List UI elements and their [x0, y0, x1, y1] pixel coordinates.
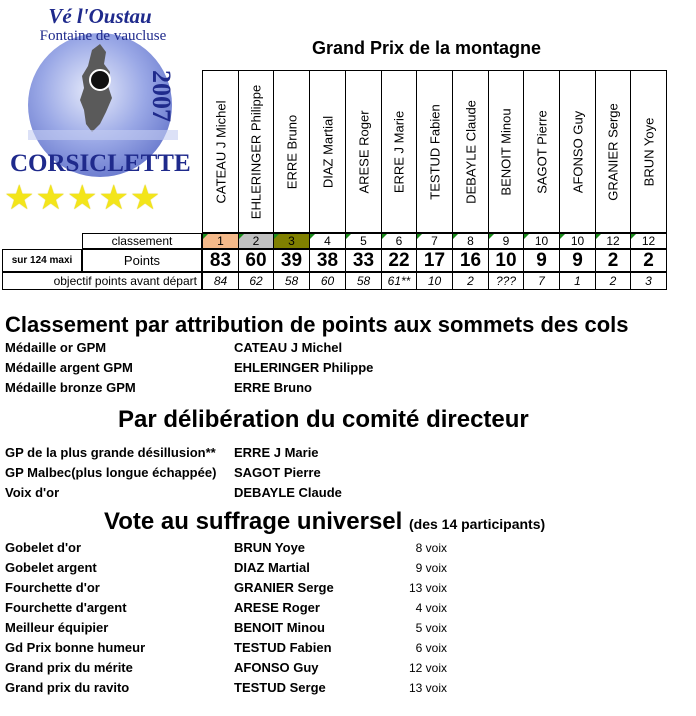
rider-points: 2	[595, 249, 631, 272]
rider-points: 39	[273, 249, 310, 272]
section-heading-vote	[104, 508, 545, 536]
rider-header-cell	[523, 70, 560, 233]
rider-header-cell	[273, 70, 310, 233]
rider-rank: 12	[630, 233, 667, 249]
award-label: GP Malbec(plus longue échappée)	[5, 465, 217, 480]
rider-objectif: 1	[559, 272, 596, 290]
page-title: Grand Prix de la montagne	[312, 38, 542, 58]
event-year: 2007	[147, 70, 176, 122]
award-label: Fourchette d'argent	[5, 600, 127, 615]
award-label: Gobelet argent	[5, 560, 97, 575]
rider-points: 2	[630, 249, 667, 272]
award-label: Médaille or GPM	[5, 340, 107, 355]
rider-objectif: 2	[452, 272, 489, 290]
rider-objectif: 58	[345, 272, 382, 290]
award-label: Grand prix du ravito	[5, 680, 130, 695]
rider-header-cell	[345, 70, 382, 233]
rider-objectif: 62	[238, 272, 274, 290]
rider-name: DIAZ Martial	[320, 115, 335, 188]
award-label: Meilleur équipier	[5, 620, 109, 635]
rider-points: 16	[452, 249, 489, 272]
award-winner: BRUN Yoye	[234, 540, 306, 555]
objectif-label: objectif points avant départ	[2, 272, 202, 290]
rider-objectif: 7	[523, 272, 560, 290]
award-votes: 9 voix	[415, 561, 447, 575]
rider-name: AFONSO Guy	[570, 110, 585, 193]
rider-name: ERRE Bruno	[284, 114, 299, 189]
award-winner: EHLERINGER Philippe	[234, 360, 374, 375]
max-points-label: sur 124 maxi	[2, 249, 82, 272]
rider-objectif: 3	[630, 272, 667, 290]
award-label: Médaille bronze GPM	[5, 380, 136, 395]
event-name: CORSICLETTE	[10, 150, 191, 177]
award-label: Fourchette d'or	[5, 580, 100, 595]
rider-objectif: 2	[595, 272, 631, 290]
rider-rank: 10	[523, 233, 560, 249]
rider-points: 17	[416, 249, 453, 272]
award-votes: 12 voix	[408, 661, 447, 675]
award-label: GP de la plus grande désillusion**	[5, 445, 216, 460]
award-winner: SAGOT Pierre	[234, 465, 321, 480]
rider-points: 9	[523, 249, 560, 272]
award-label: Médaille argent GPM	[5, 360, 133, 375]
rider-points: 83	[202, 249, 239, 272]
award-votes: 6 voix	[415, 641, 447, 655]
rider-points: 33	[345, 249, 382, 272]
rider-name: GRANIER Serge	[605, 102, 621, 201]
rider-header-cell	[309, 70, 346, 233]
award-label: Gd Prix bonne humeur	[5, 640, 146, 655]
award-label: Grand prix du mérite	[5, 660, 133, 675]
rider-objectif: ???	[488, 272, 524, 290]
rider-rank: 9	[488, 233, 524, 249]
classement-label: classement	[82, 233, 202, 249]
award-votes: 13 voix	[408, 581, 447, 595]
award-votes: 8 voix	[415, 541, 447, 555]
rider-header-cell	[488, 70, 524, 233]
club-subtitle: Fontaine de vaucluse	[39, 28, 167, 44]
rider-rank: 1	[202, 233, 239, 249]
rider-name: ARESE Roger	[356, 109, 371, 194]
rider-name: TESTUD Fabien	[427, 103, 442, 200]
rider-name: ERRE J Marie	[391, 110, 407, 193]
award-winner: ERRE Bruno	[234, 380, 312, 395]
section-heading-comite: Par délibération du comité directeur	[118, 406, 529, 433]
rider-name: SAGOT Pierre	[534, 109, 549, 194]
moor-head-icon	[90, 70, 110, 90]
rider-points: 10	[488, 249, 524, 272]
rider-rank: 3	[273, 233, 310, 249]
award-winner: BENOIT Minou	[234, 620, 325, 635]
rider-name: CATEAU J Michel	[213, 99, 228, 204]
rider-header-cell	[381, 70, 417, 233]
award-winner: CATEAU J Michel	[234, 340, 343, 355]
stars-icon: ★★★★★	[4, 179, 162, 217]
rider-name: BRUN Yoye	[641, 117, 656, 186]
rider-rank: 7	[416, 233, 453, 249]
rider-points: 9	[559, 249, 596, 272]
award-winner: TESTUD Serge	[234, 680, 326, 695]
rider-header-cell	[595, 70, 631, 233]
award-winner: ARESE Roger	[234, 600, 320, 615]
club-name: Vé l'Oustau	[48, 4, 152, 28]
rider-name: EHLERINGER Philippe	[248, 84, 264, 219]
rider-objectif: 58	[273, 272, 310, 290]
rider-rank: 2	[238, 233, 274, 249]
rider-rank: 12	[595, 233, 631, 249]
rider-header-cell	[416, 70, 453, 233]
rider-header-cell	[238, 70, 274, 233]
points-label: Points	[82, 249, 202, 272]
rider-objectif: 61**	[381, 272, 417, 290]
rider-rank: 5	[345, 233, 382, 249]
award-winner: DIAZ Martial	[234, 560, 310, 575]
award-label: Voix d'or	[5, 485, 60, 500]
rider-header-cell	[630, 70, 667, 233]
rider-points: 22	[381, 249, 417, 272]
award-votes: 5 voix	[415, 621, 447, 635]
award-votes: 13 voix	[408, 681, 447, 695]
award-winner: GRANIER Serge	[234, 580, 334, 595]
rider-name: DEBAYLE Claude	[463, 99, 478, 204]
rider-points: 60	[238, 249, 274, 272]
award-votes: 4 voix	[415, 601, 447, 615]
rider-name: BENOIT Minou	[498, 107, 514, 196]
rider-objectif: 84	[202, 272, 239, 290]
rider-header-cell	[202, 70, 239, 233]
rider-rank: 4	[309, 233, 346, 249]
rider-objectif: 10	[416, 272, 453, 290]
section-heading-points: Classement par attribution de points aux sommets des cols	[5, 312, 629, 337]
rider-rank: 6	[381, 233, 417, 249]
club-logo	[0, 0, 205, 215]
award-winner: ERRE J Marie	[234, 445, 319, 460]
rider-rank: 8	[452, 233, 489, 249]
award-winner: TESTUD Fabien	[234, 640, 332, 655]
award-label: Gobelet d'or	[5, 540, 82, 555]
rider-rank: 10	[559, 233, 596, 249]
award-winner: DEBAYLE Claude	[234, 485, 342, 500]
vote-heading-text: Vote au suffrage universel	[104, 508, 403, 535]
rider-points: 38	[309, 249, 346, 272]
vote-subheading: (des 14 participants)	[408, 516, 546, 532]
award-winner: AFONSO Guy	[234, 660, 319, 675]
rider-header-cell	[559, 70, 596, 233]
rider-objectif: 60	[309, 272, 346, 290]
rider-header-cell	[452, 70, 489, 233]
